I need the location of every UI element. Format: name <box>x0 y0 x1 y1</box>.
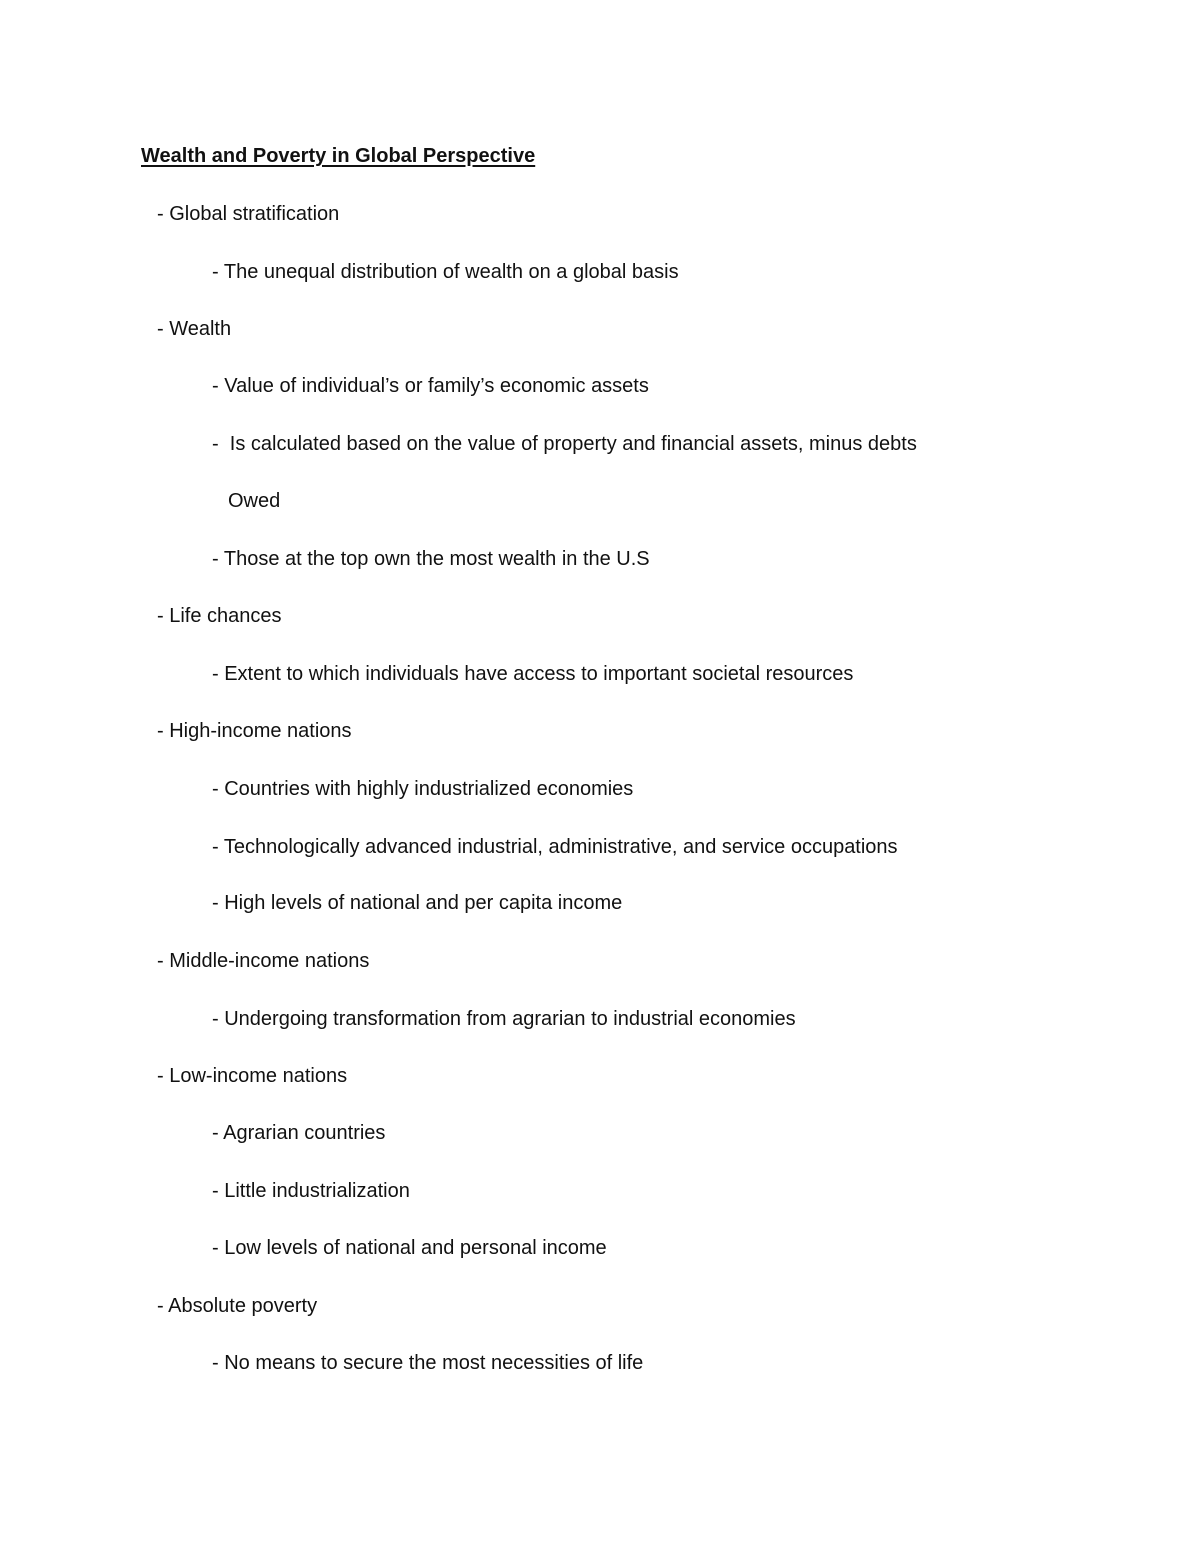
outline-subitem: - Those at the top own the most wealth in the U.S <box>212 548 650 570</box>
outline-item: - Absolute poverty <box>157 1295 318 1317</box>
outline-item: - High-income nations <box>157 720 352 742</box>
outline-subitem: - The unequal distribution of wealth on a global basis <box>212 261 679 283</box>
outline-subitem: - Little industrialization <box>212 1180 410 1202</box>
outline-subitem: - Technologically advanced industrial, administrative, and service occupations <box>212 836 898 858</box>
document-title: Wealth and Poverty in Global Perspective <box>141 145 536 167</box>
outline-subitem: - Countries with highly industrialized economies <box>212 778 634 800</box>
outline-subitem: - Low levels of national and personal income <box>212 1237 607 1259</box>
outline-item: - Global stratification <box>157 203 340 225</box>
outline-subitem: - Value of individual’s or family’s economic assets <box>212 375 649 397</box>
outline-item: - Middle-income nations <box>157 950 370 972</box>
outline-item: - Wealth <box>157 318 232 340</box>
outline-item: - Low-income nations <box>157 1065 348 1087</box>
outline-subitem: - No means to secure the most necessities of life <box>212 1352 644 1374</box>
outline-subitem: - Undergoing transformation from agrarian to industrial economies <box>212 1008 796 1030</box>
outline-subitem: - High levels of national and per capita income <box>212 892 623 914</box>
outline-subitem: - Extent to which individuals have access to important societal resources <box>212 663 854 685</box>
outline-continuation: Owed <box>228 490 281 512</box>
outline-item: - Life chances <box>157 605 282 627</box>
outline-subitem: - Agrarian countries <box>212 1122 386 1144</box>
outline-subitem: - Is calculated based on the value of property and financial assets, minus debts <box>212 433 917 455</box>
